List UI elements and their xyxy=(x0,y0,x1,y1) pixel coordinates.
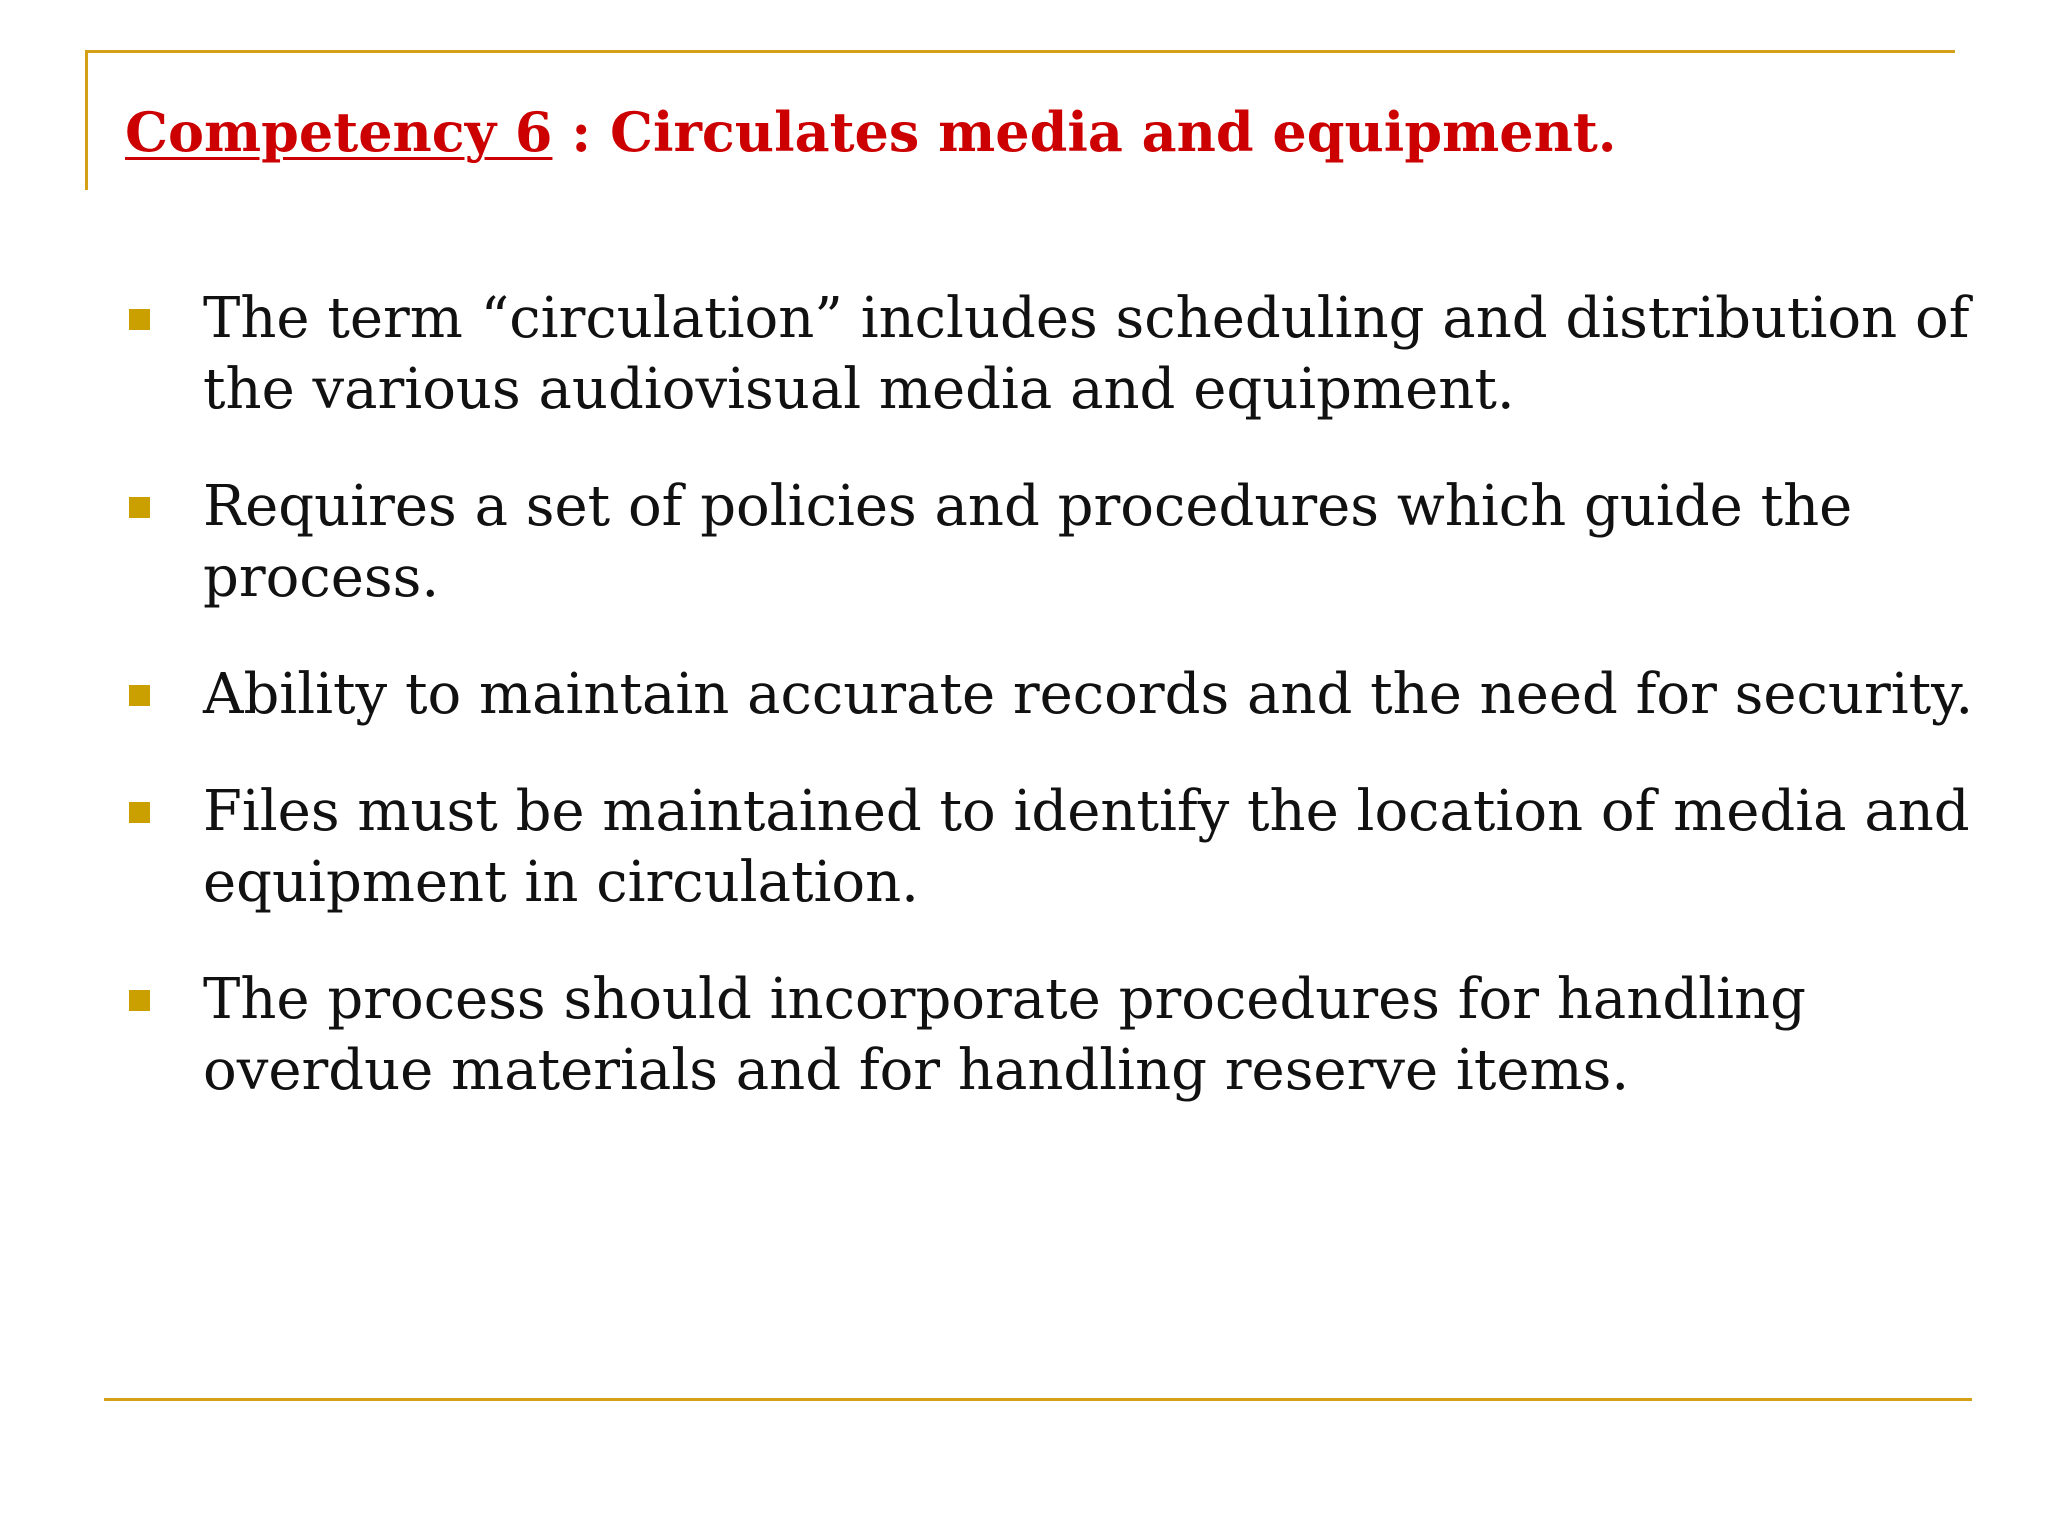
bullet-text: Ability to maintain accurate records and the need for security. xyxy=(203,662,1974,727)
bullet-text: The process should incorporate procedures for handling overdue materials and for handling reserve items. xyxy=(203,967,1806,1103)
square-bullet-icon xyxy=(129,990,150,1011)
bullet-item xyxy=(125,659,1985,730)
slide-title xyxy=(125,92,1617,172)
top-divider xyxy=(85,50,1955,53)
bullet-text: Files must be maintained to identify the location of media and equipment in circulation. xyxy=(203,779,1970,915)
competency-link[interactable]: Competency 6 xyxy=(125,100,553,164)
bullet-item xyxy=(125,776,1985,918)
bullet-item xyxy=(125,964,1985,1106)
bullet-text: The term “circulation” includes scheduling and distribution of the various audiovisual media and equipment. xyxy=(203,286,1970,422)
left-divider xyxy=(85,50,88,190)
bullet-item xyxy=(125,471,1985,613)
bottom-divider xyxy=(104,1398,1972,1401)
square-bullet-icon xyxy=(129,309,150,330)
bullet-list xyxy=(125,283,1985,1152)
square-bullet-icon xyxy=(129,802,150,823)
square-bullet-icon xyxy=(129,685,150,706)
bullet-text: Requires a set of policies and procedures which guide the process. xyxy=(203,474,1853,610)
title-text: : Circulates media and equipment. xyxy=(552,100,1617,164)
bullet-item xyxy=(125,283,1985,425)
square-bullet-icon xyxy=(129,497,150,518)
